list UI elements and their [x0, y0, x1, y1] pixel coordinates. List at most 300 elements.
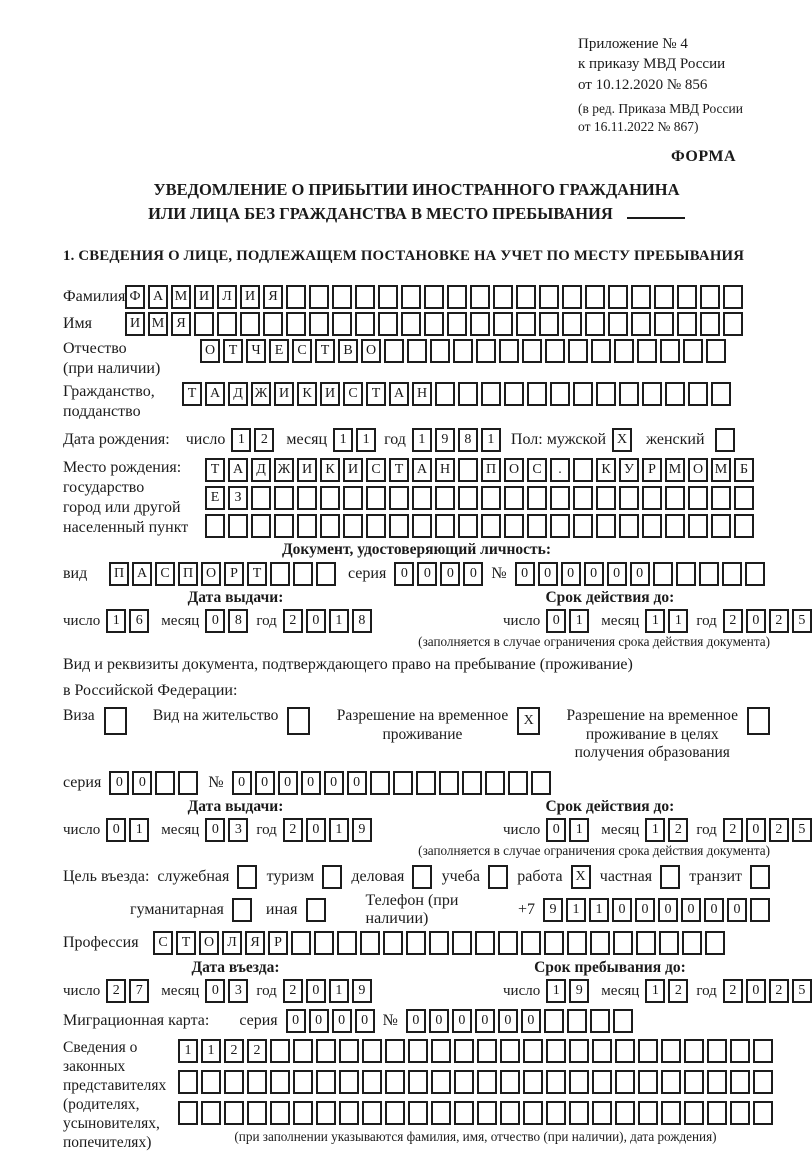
form-cell[interactable]: [516, 285, 536, 309]
form-cell[interactable]: [378, 285, 398, 309]
form-cell[interactable]: [567, 931, 587, 955]
form-cell[interactable]: [201, 1101, 221, 1125]
form-cell[interactable]: 7: [129, 979, 149, 1003]
form-cell[interactable]: [435, 514, 455, 538]
form-cell[interactable]: К: [320, 458, 340, 482]
form-cell[interactable]: Л: [222, 931, 242, 955]
form-cell[interactable]: 1: [645, 979, 665, 1003]
form-cell[interactable]: [750, 898, 770, 922]
purpose-business-checkbox[interactable]: [412, 865, 432, 889]
form-cell[interactable]: 1: [201, 1039, 221, 1063]
form-cell[interactable]: [407, 339, 427, 363]
form-cell[interactable]: [362, 1101, 382, 1125]
form-cell[interactable]: [378, 312, 398, 336]
form-cell[interactable]: [568, 339, 588, 363]
form-cell[interactable]: 0: [324, 771, 344, 795]
form-cell[interactable]: С: [366, 458, 386, 482]
form-cell[interactable]: [499, 339, 519, 363]
form-cell[interactable]: [316, 1070, 336, 1094]
form-cell[interactable]: [615, 1070, 635, 1094]
form-cell[interactable]: 0: [746, 979, 766, 1003]
form-cell[interactable]: [707, 1039, 727, 1063]
form-cell[interactable]: 0: [452, 1009, 472, 1033]
form-cell[interactable]: [316, 562, 336, 586]
form-cell[interactable]: [389, 514, 409, 538]
form-cell[interactable]: [545, 339, 565, 363]
form-cell[interactable]: [569, 1039, 589, 1063]
form-cell[interactable]: 8: [458, 428, 478, 452]
form-cell[interactable]: [753, 1070, 773, 1094]
purpose-tourism-checkbox[interactable]: [322, 865, 342, 889]
form-cell[interactable]: [590, 1009, 610, 1033]
form-cell[interactable]: [592, 1039, 612, 1063]
form-cell[interactable]: [730, 1039, 750, 1063]
form-cell[interactable]: [355, 312, 375, 336]
form-cell[interactable]: [366, 486, 386, 510]
form-cell[interactable]: 5: [792, 609, 812, 633]
form-cell[interactable]: [711, 486, 731, 510]
form-cell[interactable]: [585, 312, 605, 336]
form-cell[interactable]: [429, 931, 449, 955]
form-cell[interactable]: [613, 1009, 633, 1033]
form-cell[interactable]: 1: [668, 609, 688, 633]
form-cell[interactable]: [251, 514, 271, 538]
form-cell[interactable]: [237, 865, 257, 889]
form-cell[interactable]: [453, 339, 473, 363]
form-cell[interactable]: [320, 486, 340, 510]
form-cell[interactable]: [224, 1070, 244, 1094]
form-cell[interactable]: [270, 1101, 290, 1125]
form-cell[interactable]: [270, 1039, 290, 1063]
form-cell[interactable]: 0: [205, 979, 225, 1003]
form-cell[interactable]: [508, 771, 528, 795]
form-cell[interactable]: [683, 339, 703, 363]
form-cell[interactable]: X: [612, 428, 632, 452]
form-cell[interactable]: 2: [254, 428, 274, 452]
form-cell[interactable]: [201, 1070, 221, 1094]
form-cell[interactable]: [498, 931, 518, 955]
form-cell[interactable]: [546, 1101, 566, 1125]
form-cell[interactable]: 0: [255, 771, 275, 795]
form-cell[interactable]: [408, 1101, 428, 1125]
form-cell[interactable]: [539, 312, 559, 336]
form-cell[interactable]: 1: [106, 609, 126, 633]
form-cell[interactable]: 2: [283, 609, 303, 633]
form-cell[interactable]: [293, 1101, 313, 1125]
form-cell[interactable]: [435, 382, 455, 406]
form-cell[interactable]: [504, 486, 524, 510]
form-cell[interactable]: 0: [309, 1009, 329, 1033]
form-cell[interactable]: [531, 771, 551, 795]
form-cell[interactable]: [286, 285, 306, 309]
form-cell[interactable]: [401, 285, 421, 309]
form-cell[interactable]: [753, 1039, 773, 1063]
form-cell[interactable]: [343, 486, 363, 510]
form-cell[interactable]: [362, 1070, 382, 1094]
form-cell[interactable]: [665, 514, 685, 538]
form-cell[interactable]: 0: [301, 771, 321, 795]
form-cell[interactable]: Е: [269, 339, 289, 363]
form-cell[interactable]: [516, 312, 536, 336]
form-cell[interactable]: [435, 486, 455, 510]
form-cell[interactable]: [734, 486, 754, 510]
form-cell[interactable]: [224, 1101, 244, 1125]
form-cell[interactable]: [638, 1070, 658, 1094]
form-cell[interactable]: [596, 486, 616, 510]
form-cell[interactable]: [573, 382, 593, 406]
form-cell[interactable]: Д: [228, 382, 248, 406]
form-cell[interactable]: И: [240, 285, 260, 309]
form-cell[interactable]: Ж: [274, 458, 294, 482]
form-cell[interactable]: [677, 285, 697, 309]
form-cell[interactable]: 0: [286, 1009, 306, 1033]
form-cell[interactable]: А: [412, 458, 432, 482]
form-cell[interactable]: Р: [268, 931, 288, 955]
form-cell[interactable]: [613, 931, 633, 955]
form-cell[interactable]: [619, 382, 639, 406]
form-cell[interactable]: Е: [205, 486, 225, 510]
form-cell[interactable]: 1: [178, 1039, 198, 1063]
form-cell[interactable]: [458, 486, 478, 510]
form-cell[interactable]: 2: [668, 818, 688, 842]
form-cell[interactable]: [178, 1101, 198, 1125]
form-cell[interactable]: [320, 514, 340, 538]
form-cell[interactable]: О: [688, 458, 708, 482]
form-cell[interactable]: [362, 1039, 382, 1063]
form-cell[interactable]: [493, 285, 513, 309]
form-cell[interactable]: [297, 486, 317, 510]
form-cell[interactable]: [706, 339, 726, 363]
form-cell[interactable]: 1: [231, 428, 251, 452]
form-cell[interactable]: К: [596, 458, 616, 482]
form-cell[interactable]: [470, 312, 490, 336]
form-cell[interactable]: 1: [481, 428, 501, 452]
form-cell[interactable]: 5: [792, 818, 812, 842]
form-cell[interactable]: [481, 382, 501, 406]
form-cell[interactable]: М: [711, 458, 731, 482]
form-cell[interactable]: [104, 707, 127, 735]
form-cell[interactable]: [406, 931, 426, 955]
form-cell[interactable]: [699, 562, 719, 586]
form-cell[interactable]: [527, 382, 547, 406]
form-cell[interactable]: И: [194, 285, 214, 309]
form-cell[interactable]: К: [297, 382, 317, 406]
form-cell[interactable]: [550, 486, 570, 510]
form-cell[interactable]: [573, 458, 593, 482]
form-cell[interactable]: X: [571, 865, 591, 889]
form-cell[interactable]: [247, 1101, 267, 1125]
form-cell[interactable]: Н: [412, 382, 432, 406]
form-cell[interactable]: О: [199, 931, 219, 955]
form-cell[interactable]: [339, 1070, 359, 1094]
form-cell[interactable]: [293, 1039, 313, 1063]
form-cell[interactable]: 1: [645, 609, 665, 633]
visa-checkbox[interactable]: [104, 707, 127, 735]
form-cell[interactable]: 0: [515, 562, 535, 586]
form-cell[interactable]: Н: [435, 458, 455, 482]
form-cell[interactable]: [485, 771, 505, 795]
form-cell[interactable]: [642, 514, 662, 538]
form-cell[interactable]: 0: [332, 1009, 352, 1033]
form-cell[interactable]: [309, 285, 329, 309]
purpose-private-checkbox[interactable]: [660, 865, 680, 889]
form-cell[interactable]: С: [155, 562, 175, 586]
form-cell[interactable]: [523, 1101, 543, 1125]
purpose-work-checkbox[interactable]: [571, 865, 591, 889]
purpose-study-checkbox[interactable]: [488, 865, 508, 889]
form-cell[interactable]: [659, 931, 679, 955]
form-cell[interactable]: О: [504, 458, 524, 482]
form-cell[interactable]: И: [343, 458, 363, 482]
form-cell[interactable]: 1: [329, 609, 349, 633]
form-cell[interactable]: [431, 1039, 451, 1063]
form-cell[interactable]: [393, 771, 413, 795]
form-cell[interactable]: [389, 486, 409, 510]
form-cell[interactable]: [615, 1101, 635, 1125]
form-cell[interactable]: 0: [205, 609, 225, 633]
form-cell[interactable]: [286, 312, 306, 336]
form-cell[interactable]: [228, 514, 248, 538]
form-cell[interactable]: [270, 1070, 290, 1094]
form-cell[interactable]: [314, 931, 334, 955]
form-cell[interactable]: [734, 514, 754, 538]
form-cell[interactable]: [287, 707, 310, 735]
form-cell[interactable]: О: [201, 562, 221, 586]
form-cell[interactable]: [523, 1070, 543, 1094]
form-cell[interactable]: [385, 1070, 405, 1094]
form-cell[interactable]: [477, 1039, 497, 1063]
form-cell[interactable]: [665, 486, 685, 510]
form-cell[interactable]: [452, 931, 472, 955]
form-cell[interactable]: 0: [584, 562, 604, 586]
form-cell[interactable]: П: [481, 458, 501, 482]
form-cell[interactable]: [408, 1070, 428, 1094]
form-cell[interactable]: [608, 312, 628, 336]
form-cell[interactable]: 9: [543, 898, 563, 922]
form-cell[interactable]: 0: [429, 1009, 449, 1033]
form-cell[interactable]: 2: [769, 979, 789, 1003]
form-cell[interactable]: И: [274, 382, 294, 406]
form-cell[interactable]: [408, 1039, 428, 1063]
form-cell[interactable]: 2: [247, 1039, 267, 1063]
form-cell[interactable]: [309, 312, 329, 336]
form-cell[interactable]: [475, 931, 495, 955]
form-cell[interactable]: Я: [171, 312, 191, 336]
form-cell[interactable]: 0: [278, 771, 298, 795]
form-cell[interactable]: 0: [109, 771, 129, 795]
form-cell[interactable]: [562, 285, 582, 309]
form-cell[interactable]: [412, 865, 432, 889]
form-cell[interactable]: [470, 285, 490, 309]
form-cell[interactable]: [360, 931, 380, 955]
form-cell[interactable]: 0: [607, 562, 627, 586]
form-cell[interactable]: [493, 312, 513, 336]
form-cell[interactable]: [753, 1101, 773, 1125]
form-cell[interactable]: 9: [352, 818, 372, 842]
residence-permit-checkbox[interactable]: [287, 707, 310, 735]
form-cell[interactable]: [416, 771, 436, 795]
form-cell[interactable]: 0: [658, 898, 678, 922]
form-cell[interactable]: [544, 931, 564, 955]
form-cell[interactable]: [270, 562, 290, 586]
form-cell[interactable]: 1: [546, 979, 566, 1003]
form-cell[interactable]: [339, 1039, 359, 1063]
form-cell[interactable]: [477, 1070, 497, 1094]
form-cell[interactable]: 6: [129, 609, 149, 633]
form-cell[interactable]: [688, 382, 708, 406]
form-cell[interactable]: [178, 771, 198, 795]
form-cell[interactable]: 2: [769, 818, 789, 842]
purpose-official-checkbox[interactable]: [237, 865, 257, 889]
form-cell[interactable]: [730, 1070, 750, 1094]
form-cell[interactable]: Т: [205, 458, 225, 482]
form-cell[interactable]: [569, 1070, 589, 1094]
form-cell[interactable]: [263, 312, 283, 336]
form-cell[interactable]: [522, 339, 542, 363]
form-cell[interactable]: [661, 1070, 681, 1094]
form-cell[interactable]: 0: [546, 609, 566, 633]
form-cell[interactable]: [608, 285, 628, 309]
form-cell[interactable]: [636, 931, 656, 955]
form-cell[interactable]: [705, 931, 725, 955]
form-cell[interactable]: [274, 486, 294, 510]
form-cell[interactable]: [700, 285, 720, 309]
form-cell[interactable]: 2: [769, 609, 789, 633]
form-cell[interactable]: [476, 339, 496, 363]
form-cell[interactable]: 0: [106, 818, 126, 842]
form-cell[interactable]: [477, 1101, 497, 1125]
form-cell[interactable]: 0: [406, 1009, 426, 1033]
form-cell[interactable]: [454, 1039, 474, 1063]
form-cell[interactable]: [592, 1101, 612, 1125]
form-cell[interactable]: [424, 285, 444, 309]
form-cell[interactable]: [688, 486, 708, 510]
form-cell[interactable]: [638, 1101, 658, 1125]
form-cell[interactable]: [366, 514, 386, 538]
form-cell[interactable]: [615, 1039, 635, 1063]
form-cell[interactable]: 0: [635, 898, 655, 922]
form-cell[interactable]: [677, 312, 697, 336]
form-cell[interactable]: [661, 1039, 681, 1063]
form-cell[interactable]: 0: [546, 818, 566, 842]
form-cell[interactable]: [385, 1101, 405, 1125]
form-cell[interactable]: 1: [569, 609, 589, 633]
form-cell[interactable]: [707, 1070, 727, 1094]
form-cell[interactable]: [638, 1039, 658, 1063]
form-cell[interactable]: Ж: [251, 382, 271, 406]
form-cell[interactable]: [711, 382, 731, 406]
form-cell[interactable]: [412, 486, 432, 510]
form-cell[interactable]: Ч: [246, 339, 266, 363]
form-cell[interactable]: [684, 1039, 704, 1063]
form-cell[interactable]: [454, 1070, 474, 1094]
form-cell[interactable]: [569, 1101, 589, 1125]
form-cell[interactable]: И: [320, 382, 340, 406]
form-cell[interactable]: 0: [630, 562, 650, 586]
form-cell[interactable]: [688, 514, 708, 538]
form-cell[interactable]: Р: [642, 458, 662, 482]
form-cell[interactable]: 0: [561, 562, 581, 586]
form-cell[interactable]: 0: [681, 898, 701, 922]
form-cell[interactable]: 0: [417, 562, 437, 586]
form-cell[interactable]: Т: [389, 458, 409, 482]
form-cell[interactable]: 1: [333, 428, 353, 452]
form-cell[interactable]: 1: [589, 898, 609, 922]
form-cell[interactable]: [684, 1101, 704, 1125]
form-cell[interactable]: 3: [228, 818, 248, 842]
form-cell[interactable]: [619, 486, 639, 510]
form-cell[interactable]: Б: [734, 458, 754, 482]
form-cell[interactable]: [700, 312, 720, 336]
form-cell[interactable]: [332, 285, 352, 309]
form-cell[interactable]: Ф: [125, 285, 145, 309]
form-cell[interactable]: [337, 931, 357, 955]
form-cell[interactable]: У: [619, 458, 639, 482]
form-cell[interactable]: 0: [440, 562, 460, 586]
form-cell[interactable]: [653, 562, 673, 586]
form-cell[interactable]: [424, 312, 444, 336]
form-cell[interactable]: [500, 1039, 520, 1063]
form-cell[interactable]: [567, 1009, 587, 1033]
form-cell[interactable]: 0: [521, 1009, 541, 1033]
form-cell[interactable]: 1: [569, 818, 589, 842]
form-cell[interactable]: [523, 1039, 543, 1063]
form-cell[interactable]: [370, 771, 390, 795]
form-cell[interactable]: З: [228, 486, 248, 510]
form-cell[interactable]: 2: [106, 979, 126, 1003]
form-cell[interactable]: [619, 514, 639, 538]
form-cell[interactable]: [316, 1101, 336, 1125]
form-cell[interactable]: [665, 382, 685, 406]
form-cell[interactable]: Т: [315, 339, 335, 363]
form-cell[interactable]: А: [148, 285, 168, 309]
form-cell[interactable]: [631, 285, 651, 309]
form-cell[interactable]: [240, 312, 260, 336]
form-cell[interactable]: [293, 1070, 313, 1094]
form-cell[interactable]: С: [527, 458, 547, 482]
temp-residence-checkbox[interactable]: [517, 707, 540, 735]
form-cell[interactable]: 9: [569, 979, 589, 1003]
form-cell[interactable]: [546, 1070, 566, 1094]
form-cell[interactable]: 0: [205, 818, 225, 842]
form-cell[interactable]: [596, 382, 616, 406]
form-cell[interactable]: Л: [217, 285, 237, 309]
form-cell[interactable]: [178, 1070, 198, 1094]
form-cell[interactable]: [660, 339, 680, 363]
form-cell[interactable]: А: [205, 382, 225, 406]
form-cell[interactable]: 8: [352, 609, 372, 633]
form-cell[interactable]: 2: [283, 818, 303, 842]
form-cell[interactable]: П: [109, 562, 129, 586]
form-cell[interactable]: [431, 1101, 451, 1125]
form-cell[interactable]: [481, 486, 501, 510]
form-cell[interactable]: [155, 771, 175, 795]
form-cell[interactable]: [332, 312, 352, 336]
form-cell[interactable]: [232, 898, 252, 922]
form-cell[interactable]: 1: [566, 898, 586, 922]
form-cell[interactable]: [723, 312, 743, 336]
form-cell[interactable]: [343, 514, 363, 538]
form-cell[interactable]: А: [132, 562, 152, 586]
form-cell[interactable]: [550, 382, 570, 406]
form-cell[interactable]: [194, 312, 214, 336]
form-cell[interactable]: Т: [223, 339, 243, 363]
form-cell[interactable]: 9: [435, 428, 455, 452]
form-cell[interactable]: М: [665, 458, 685, 482]
form-cell[interactable]: О: [361, 339, 381, 363]
purpose-humanitarian-checkbox[interactable]: [232, 898, 252, 922]
form-cell[interactable]: А: [228, 458, 248, 482]
